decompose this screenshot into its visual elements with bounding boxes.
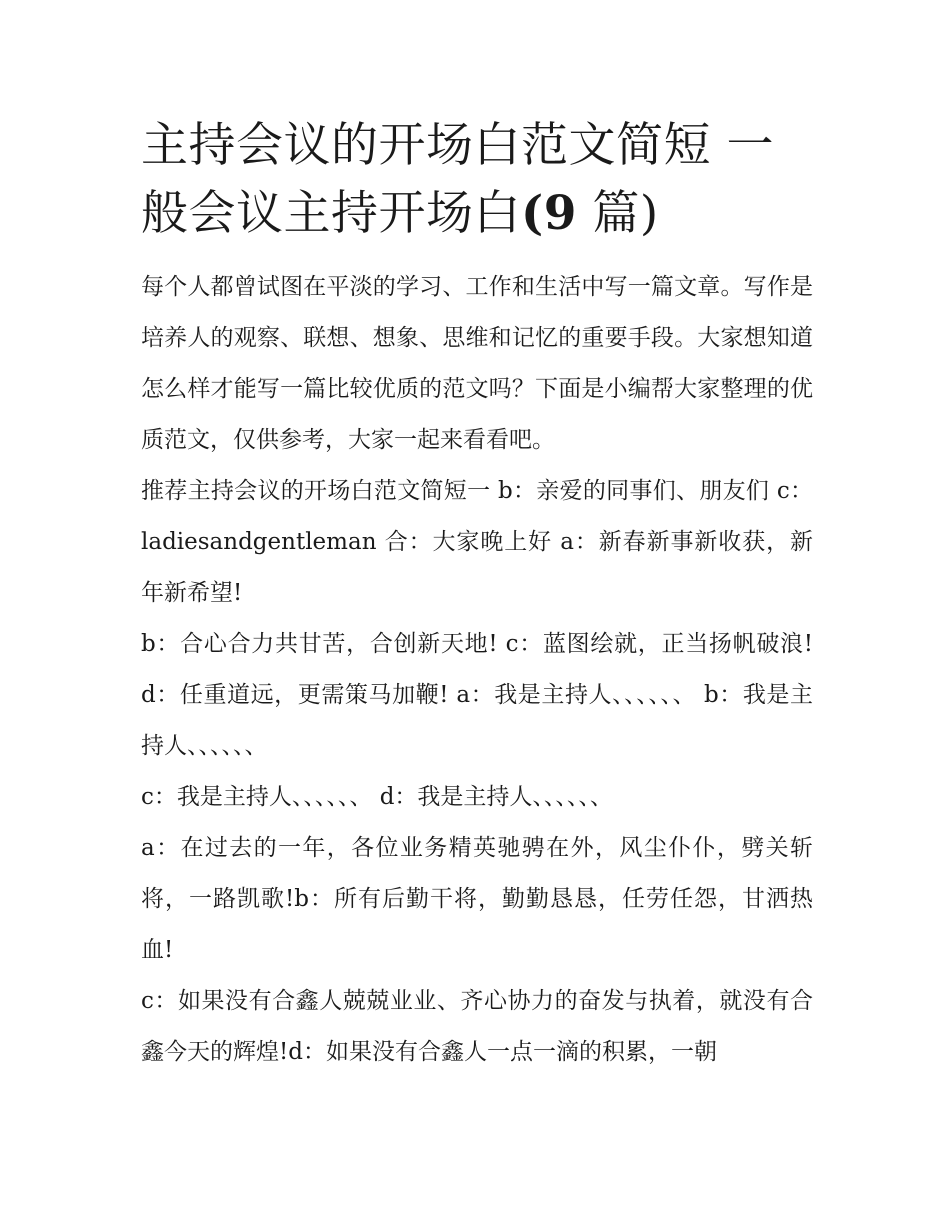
body-paragraph: c：如果没有合鑫人兢兢业业、齐心协力的奋发与执着，就没有合鑫今天的辉煌!d：如果没有合鑫人一点一滴的积累，一朝	[141, 988, 813, 1065]
body-paragraph: 推荐主持会议的开场白范文简短一 b：亲爱的同事们、朋友们 c：ladiesandgentleman 合：大家晚上好 a：新春新事新收获，新年新希望!	[141, 478, 813, 606]
document-page	[141, 112, 813, 1078]
body-paragraph: c：我是主持人、、、、、、 d：我是主持人、、、、、、	[141, 784, 613, 810]
title-line-2-prefix: 般会议主持开场白	[141, 186, 521, 241]
body-paragraph: b：合心合力共甘苦，合创新天地! c：蓝图绘就，正当扬帆破浪! d：任重道远，更需策马加鞭! a：我是主持人、、、、、、 b：我是主持人、、、、、、	[141, 631, 813, 759]
title-line-2-suffix: 篇)	[592, 186, 659, 241]
title-line-2-number: (9	[521, 186, 577, 241]
document-title	[141, 112, 813, 248]
title-line-1: 主持会议的开场白范文简短 一	[141, 118, 774, 173]
document-body	[141, 262, 813, 1078]
intro-paragraph: 每个人都曾试图在平淡的学习、工作和生活中写一篇文章。写作是培养人的观察、联想、想象、思维和记忆的重要手段。大家想知道怎么样才能写一篇比较优质的范文吗？下面是小编帮大家整理的优质范文，仅供参考，大家一起来看看吧。	[141, 274, 813, 453]
body-paragraph: a：在过去的一年，各位业务精英驰骋在外，风尘仆仆，劈关斩将，一路凯歌!b：所有后勤干将，勤勤恳恳，任劳任怨，甘洒热血!	[141, 835, 813, 963]
